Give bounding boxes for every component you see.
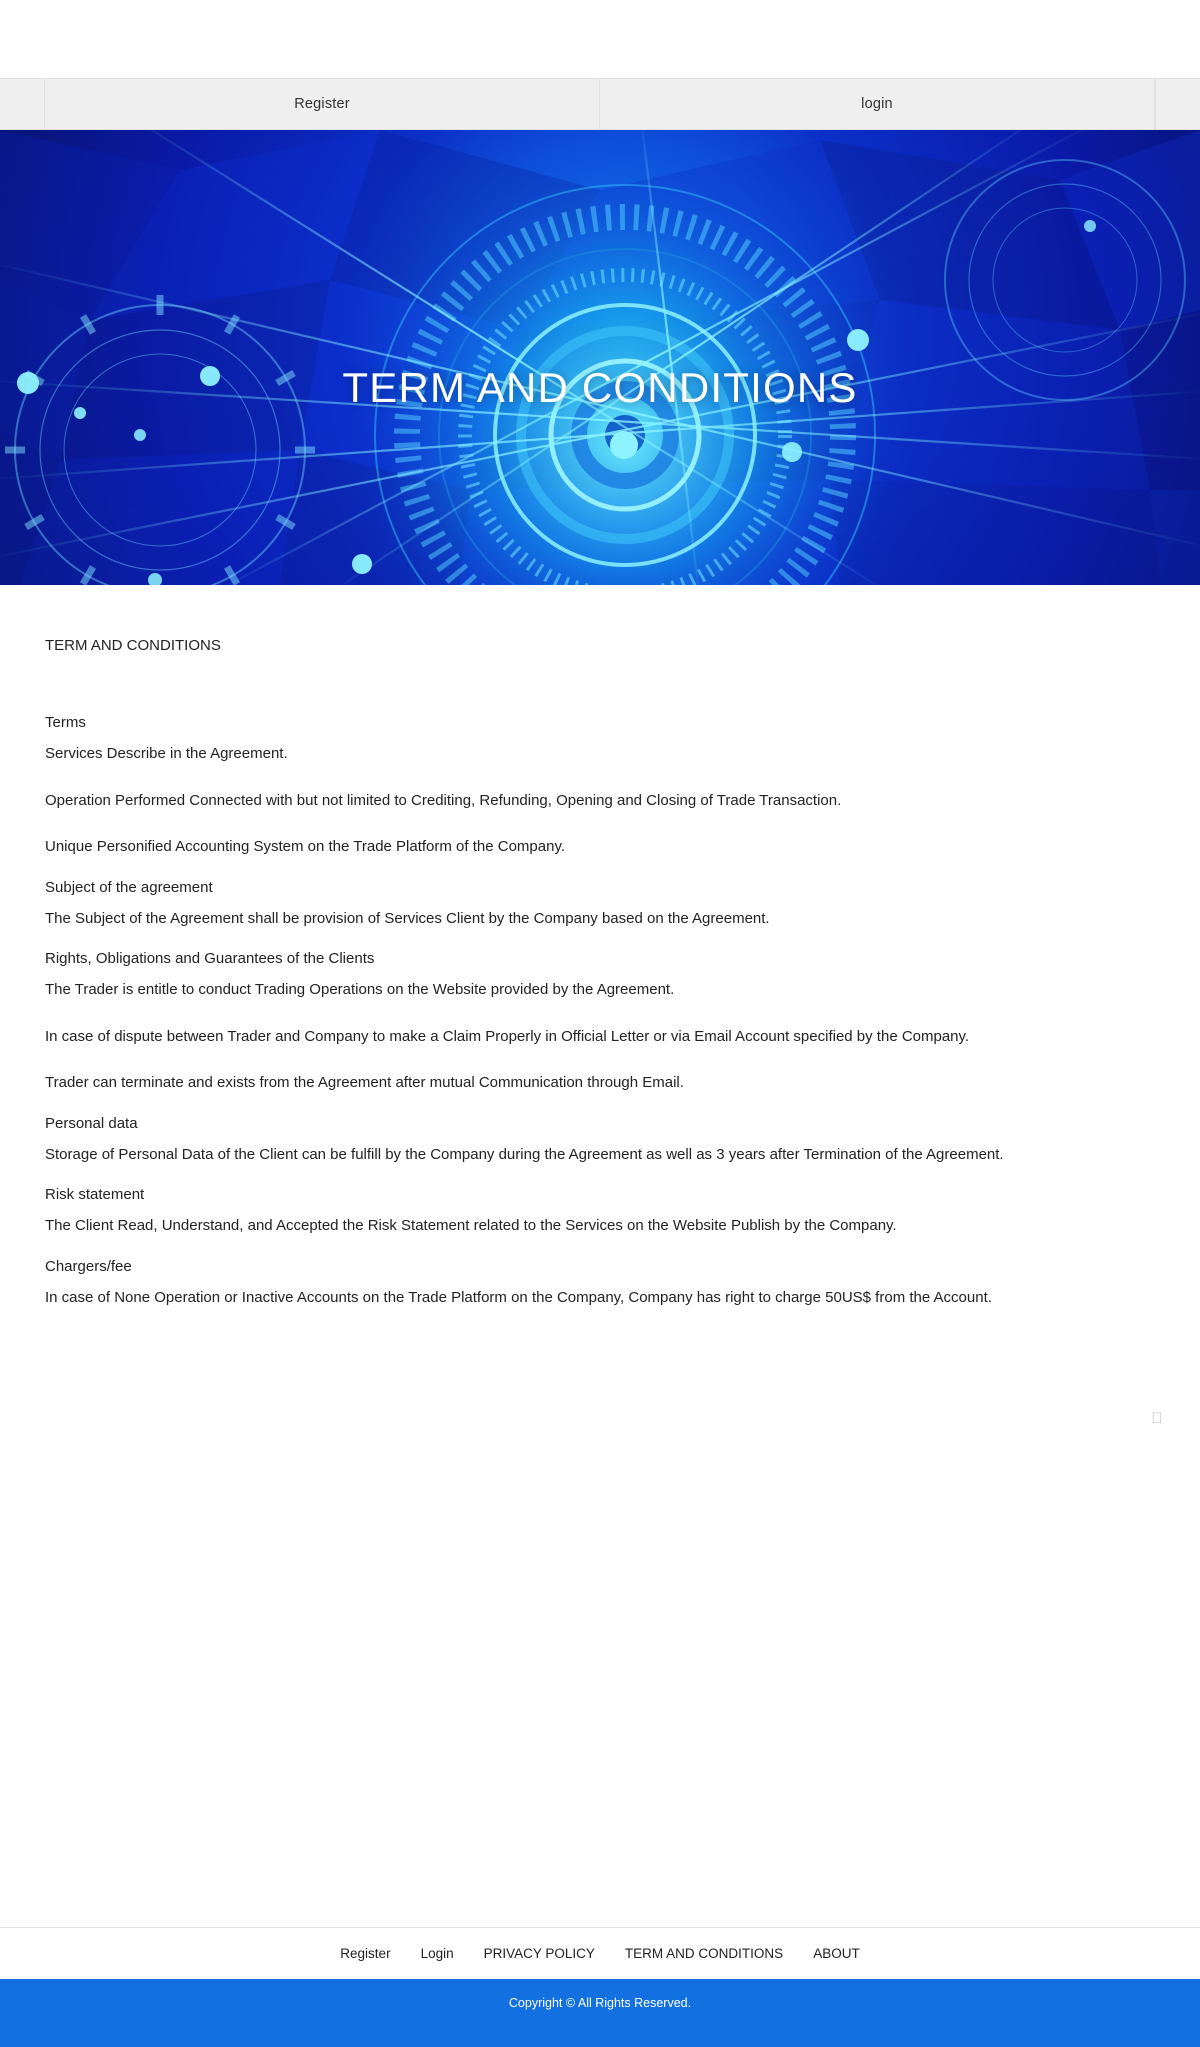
section-risk-statement-heading: Risk statement [45,1186,145,1203]
copyright-bar [0,1979,1200,2047]
section-terms-paragraph-2: Operation Performed Connected with but not limited to Crediting, Refunding, Opening and Closing of Trade Transaction. [45,791,842,809]
footer-link-about[interactable]: ABOUT [813,1946,860,1961]
section-personal-data-heading: Personal data [45,1114,138,1132]
section-rights-paragraph-2: In case of dispute between Trader and Company to make a Claim Properly in Official Letter or via Email Account specified by the Company. [45,1027,970,1045]
navbar-left-spacer [0,79,45,129]
footer-link-register[interactable]: Register [340,1946,391,1961]
page-title: TERM AND CONDITIONS [45,637,221,654]
section-personal-data-paragraph-1: Storage of Personal Data of the Client can be fulfill by the Company during the Agreement as well as 3 years after Termination of the Agreement. [45,1145,1004,1163]
section-charges-fee-paragraph-1: In case of None Operation or Inactive Accounts on the Trade Platform on the Company, Company has right to charge 50US$ from the Account. [45,1288,992,1306]
copyright-text: Copyright © All Rights Reserved. [508,1996,692,2010]
section-subject-heading: Subject of the agreement [45,878,213,896]
footer-link-privacy-policy[interactable]: PRIVACY POLICY [483,1946,595,1961]
section-risk-statement [45,1186,1155,1238]
hero-tech-graphic [0,130,1200,585]
main-navbar [0,78,1200,130]
section-charges-fee [45,1258,1155,1310]
nav-item-login-label: login [861,96,893,112]
section-charges-fee-heading: Chargers/fee [45,1257,132,1275]
main-content [0,585,1200,1585]
section-risk-statement-paragraph-1: The Client Read, Understand, and Accepted the Risk Statement related to the Services on the Website Publish by the Company. [45,1217,897,1234]
page-top-spacer [0,0,1200,78]
section-rights-heading: Rights, Obligations and Guarantees of the Clients [45,950,375,967]
nav-item-register[interactable] [45,79,600,129]
hero-title: TERM AND CONDITIONS [342,364,858,412]
section-terms-heading: Terms [45,714,86,731]
navbar-right-spacer [1155,79,1200,129]
section-terms-paragraph-3: Unique Personified Accounting System on the Trade Platform of the Company. [45,838,566,855]
section-terms [45,714,1155,859]
footer-link-login[interactable]: Login [420,1946,454,1961]
section-rights-obligations [45,950,1155,1095]
footer-nav [0,1927,1200,1979]
section-terms-paragraph-1: Services Describe in the Agreement. [45,745,288,762]
chevron-up-icon[interactable] [1147,1408,1167,1430]
section-subject-of-agreement [45,879,1155,931]
footer-link-terms[interactable]: TERM AND CONDITIONS [624,1946,784,1961]
section-subject-paragraph-1: The Subject of the Agreement shall be provision of Services Client by the Company based on the Agreement. [45,909,770,927]
section-personal-data [45,1115,1155,1167]
nav-item-login[interactable] [600,79,1155,129]
section-rights-paragraph-1: The Trader is entitle to conduct Trading Operations on the Website provided by the Agreement. [45,981,675,998]
hero-banner [0,130,1200,585]
nav-item-register-label: Register [294,96,350,112]
section-rights-paragraph-3: Trader can terminate and exists from the Agreement after mutual Communication through Email. [45,1074,684,1091]
